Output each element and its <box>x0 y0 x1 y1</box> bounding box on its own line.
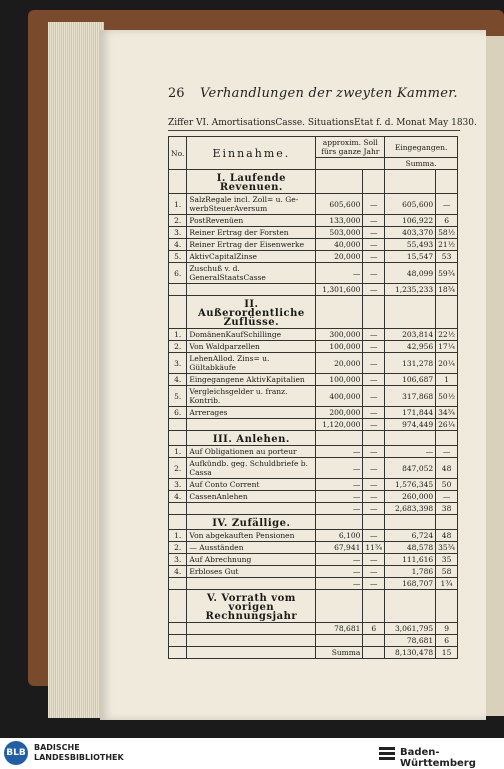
row-desc: LehenAllod. Zins= u. Gültabkäufe <box>187 353 316 374</box>
row-soll-fl: 133,000 <box>316 215 363 227</box>
row-summa-fl: 15,547 <box>385 251 436 263</box>
row-no: 1. <box>169 194 187 215</box>
sum-soll-fl: — <box>316 578 363 590</box>
row-soll-fl: 300,000 <box>316 329 363 341</box>
table-row <box>169 491 458 503</box>
table-row <box>169 446 458 458</box>
row-soll-kr: — <box>363 446 385 458</box>
row-summa-kr: 58 <box>436 566 458 578</box>
row-no: 6. <box>169 263 187 284</box>
row-no: 3. <box>169 227 187 239</box>
sum-soll-kr: — <box>363 578 385 590</box>
row-soll-fl: — <box>316 566 363 578</box>
sum-soll-fl: — <box>316 503 363 515</box>
row-summa-fl: 171,844 <box>385 407 436 419</box>
blb-logo: BLB <box>4 741 28 765</box>
section-title-row <box>169 590 458 623</box>
row-desc: Von Waldparzellen <box>187 341 316 353</box>
bw-crest-icon <box>378 744 396 762</box>
table-row <box>169 623 458 635</box>
row-summa-kr: 34¾ <box>436 407 458 419</box>
row-summa-fl: 6,724 <box>385 530 436 542</box>
row-summa-fl: 55,493 <box>385 239 436 251</box>
row-no <box>169 635 187 647</box>
page-edges <box>48 22 104 718</box>
table-row <box>169 227 458 239</box>
row-soll-fl: 503,000 <box>316 227 363 239</box>
row-no: 2. <box>169 542 187 554</box>
sum-soll-kr: — <box>363 284 385 296</box>
row-soll-kr: — <box>363 374 385 386</box>
row-summa-kr: 58½ <box>436 227 458 239</box>
row-soll-fl: 400,000 <box>316 386 363 407</box>
row-soll-kr: 11¾ <box>363 542 385 554</box>
row-summa-kr: — <box>436 446 458 458</box>
running-title: Verhandlungen der zweyten Kammer. <box>200 86 458 101</box>
sum-summa-kr: 38 <box>436 503 458 515</box>
row-summa-kr: 17¼ <box>436 341 458 353</box>
row-desc: CassenAnlehen <box>187 491 316 503</box>
col-eingegangen: Eingegangen. <box>385 137 458 158</box>
col-no: No. <box>169 137 187 170</box>
row-desc <box>187 623 316 635</box>
row-summa-fl: 42,956 <box>385 341 436 353</box>
row-summa-kr: 50 <box>436 479 458 491</box>
library-name: BADISCHE LANDESBIBLIOTHEK <box>34 743 124 762</box>
row-summa-fl: 317,868 <box>385 386 436 407</box>
sum-summa-fl: 2,683,398 <box>385 503 436 515</box>
row-soll-fl: — <box>316 479 363 491</box>
table-row <box>169 479 458 491</box>
table-row <box>169 329 458 341</box>
row-soll-kr: — <box>363 479 385 491</box>
row-soll-kr: — <box>363 407 385 419</box>
sum-summa-kr: 18¾ <box>436 284 458 296</box>
table-row <box>169 194 458 215</box>
row-desc: Eingegangene AktivKapitalien <box>187 374 316 386</box>
row-summa-fl: 605,600 <box>385 194 436 215</box>
row-desc: Reiner Ertrag der Eisenwerke <box>187 239 316 251</box>
subtotal-row <box>169 578 458 590</box>
row-desc: Zuschuß v. d. GeneralStaatsCasse <box>187 263 316 284</box>
row-summa-kr: 53 <box>436 251 458 263</box>
row-desc: Auf Abrechnung <box>187 554 316 566</box>
row-soll-kr <box>363 635 385 647</box>
row-no: 5. <box>169 251 187 263</box>
row-summa-kr: 6 <box>436 215 458 227</box>
table-row <box>169 263 458 284</box>
row-soll-fl: 100,000 <box>316 374 363 386</box>
row-no: 5. <box>169 386 187 407</box>
row-soll-fl: 20,000 <box>316 353 363 374</box>
row-soll-kr: — <box>363 386 385 407</box>
sum-soll-kr: — <box>363 419 385 431</box>
table-row <box>169 542 458 554</box>
row-no: 3. <box>169 353 187 374</box>
sum-summa-fl: 1,235,233 <box>385 284 436 296</box>
row-summa-kr: 6 <box>436 635 458 647</box>
row-soll-fl: — <box>316 263 363 284</box>
table-row <box>169 635 458 647</box>
row-no: 2. <box>169 341 187 353</box>
row-summa-kr: 59¾ <box>436 263 458 284</box>
row-desc: AktivCapitalZinse <box>187 251 316 263</box>
row-desc: — Ausständen <box>187 542 316 554</box>
row-desc: Reiner Ertrag der Forsten <box>187 227 316 239</box>
row-desc: Auf Conto Corrent <box>187 479 316 491</box>
col-einnahme: Einnahme. <box>187 137 316 170</box>
row-summa-fl: 106,687 <box>385 374 436 386</box>
row-summa-kr: 1 <box>436 374 458 386</box>
row-desc: Von abgekauften Pensionen <box>187 530 316 542</box>
row-no: 2. <box>169 215 187 227</box>
row-no: 4. <box>169 491 187 503</box>
row-soll-kr: — <box>363 491 385 503</box>
row-soll-fl: 40,000 <box>316 239 363 251</box>
row-soll-fl: 67,941 <box>316 542 363 554</box>
row-desc: Arrerages <box>187 407 316 419</box>
table-row <box>169 215 458 227</box>
state-name: Baden-Württemberg <box>400 747 476 769</box>
section-title-row <box>169 515 458 530</box>
row-soll-fl: 200,000 <box>316 407 363 419</box>
sum-summa-fl: 168,707 <box>385 578 436 590</box>
row-summa-kr: 21½ <box>436 239 458 251</box>
row-no: 6. <box>169 407 187 419</box>
section-title: II. Außerordentliche Zuflüsse. <box>187 296 316 329</box>
row-soll-kr: — <box>363 194 385 215</box>
row-soll-fl: — <box>316 554 363 566</box>
row-no: 1. <box>169 329 187 341</box>
table-row <box>169 374 458 386</box>
table-row <box>169 239 458 251</box>
subtotal-row <box>169 503 458 515</box>
section-title: III. Anlehen. <box>187 431 316 446</box>
row-soll-kr: — <box>363 329 385 341</box>
row-summa-kr: 48 <box>436 458 458 479</box>
row-soll-kr: — <box>363 458 385 479</box>
section-title: IV. Zufällige. <box>187 515 316 530</box>
section-title-row <box>169 170 458 194</box>
row-soll-kr: — <box>363 566 385 578</box>
row-no: 3. <box>169 554 187 566</box>
row-soll-fl: 20,000 <box>316 251 363 263</box>
row-no: 1. <box>169 446 187 458</box>
row-no: 4. <box>169 566 187 578</box>
row-summa-kr: 35 <box>436 554 458 566</box>
row-summa-fl: 106,922 <box>385 215 436 227</box>
table-row <box>169 386 458 407</box>
row-soll-kr: — <box>363 251 385 263</box>
row-soll-kr: — <box>363 263 385 284</box>
table-row <box>169 251 458 263</box>
row-soll-kr: — <box>363 227 385 239</box>
row-desc: Vergleichsgelder u. franz. Kontrib. <box>187 386 316 407</box>
row-summa-fl: 78,681 <box>385 635 436 647</box>
row-no: 3. <box>169 479 187 491</box>
section-title-row <box>169 431 458 446</box>
row-summa-kr: 50½ <box>436 386 458 407</box>
row-soll-kr: 6 <box>363 623 385 635</box>
section-title-row <box>169 296 458 329</box>
row-summa-kr: 48 <box>436 530 458 542</box>
footer-bar <box>0 738 504 769</box>
row-summa-kr: 22½ <box>436 329 458 341</box>
row-summa-fl: 3,061,795 <box>385 623 436 635</box>
subtotal-row <box>169 419 458 431</box>
sum-summa-kr: 26¼ <box>436 419 458 431</box>
row-soll-fl: 605,600 <box>316 194 363 215</box>
row-no: 1. <box>169 530 187 542</box>
row-soll-kr: — <box>363 554 385 566</box>
row-soll-kr: — <box>363 215 385 227</box>
table-row <box>169 407 458 419</box>
row-summa-fl: — <box>385 446 436 458</box>
col-approx: approxim. Soll fürs ganze Jahr <box>316 137 385 158</box>
row-summa-fl: 403,370 <box>385 227 436 239</box>
table-row <box>169 530 458 542</box>
row-desc: PostRevenüen <box>187 215 316 227</box>
row-no <box>169 623 187 635</box>
row-soll-kr: — <box>363 341 385 353</box>
sum-soll-fl: Summa <box>316 647 363 659</box>
row-soll-kr: — <box>363 239 385 251</box>
row-summa-fl: 48,578 <box>385 542 436 554</box>
table-row <box>169 566 458 578</box>
row-soll-fl: 6,100 <box>316 530 363 542</box>
ledger-table <box>168 136 458 659</box>
row-soll-fl: — <box>316 491 363 503</box>
table-row <box>169 353 458 374</box>
sum-soll-kr <box>363 647 385 659</box>
row-summa-fl: 203,814 <box>385 329 436 341</box>
section-title: V. Vorrath vom vorigen Rechnungsjahr <box>187 590 316 623</box>
page-number: 26 <box>168 86 185 101</box>
row-desc <box>187 635 316 647</box>
row-summa-fl: 111,616 <box>385 554 436 566</box>
row-desc: SalzRegale incl. Zoll= u. Ge- werbSteuerAversum <box>187 194 316 215</box>
sum-soll-fl: 1,301,600 <box>316 284 363 296</box>
section-title: I. Laufende Revenuen. <box>187 170 316 194</box>
row-summa-fl: 1,786 <box>385 566 436 578</box>
row-summa-kr: 35¾ <box>436 542 458 554</box>
row-desc: Aufkündb. geg. Schuldbriefe b. Cassa <box>187 458 316 479</box>
row-summa-fl: 131,278 <box>385 353 436 374</box>
sum-soll-fl: 1,120,000 <box>316 419 363 431</box>
row-soll-fl: 78,681 <box>316 623 363 635</box>
row-summa-fl: 847,052 <box>385 458 436 479</box>
sum-soll-kr: — <box>363 503 385 515</box>
row-soll-fl: 100,000 <box>316 341 363 353</box>
row-summa-kr: 20¼ <box>436 353 458 374</box>
row-desc: DomänenKaufSchillinge <box>187 329 316 341</box>
next-page-edge <box>486 36 504 716</box>
row-summa-fl: 48,099 <box>385 263 436 284</box>
row-no: 4. <box>169 239 187 251</box>
row-desc: Auf Obligationen au porteur <box>187 446 316 458</box>
table-row <box>169 458 458 479</box>
row-desc: Erbloses Gut <box>187 566 316 578</box>
sum-summa-kr: 15 <box>436 647 458 659</box>
row-soll-fl: — <box>316 458 363 479</box>
row-soll-kr: — <box>363 353 385 374</box>
row-soll-kr: — <box>363 530 385 542</box>
row-summa-kr: — <box>436 491 458 503</box>
col-approx-blank <box>316 158 385 170</box>
row-summa-fl: 1,576,345 <box>385 479 436 491</box>
sum-summa-fl: 974,449 <box>385 419 436 431</box>
col-summa: Summa. <box>385 158 458 170</box>
row-soll-fl: — <box>316 446 363 458</box>
table-subtitle: Ziffer VI. AmortisationsCasse. SituationsEtat f. d. Monat May 1830. <box>168 118 460 131</box>
table-row <box>169 341 458 353</box>
sum-summa-fl: 8,130,478 <box>385 647 436 659</box>
sum-summa-kr: 1¾ <box>436 578 458 590</box>
row-no: 4. <box>169 374 187 386</box>
page-header <box>168 86 458 108</box>
subtotal-row <box>169 647 458 659</box>
table-row <box>169 554 458 566</box>
subtotal-row <box>169 284 458 296</box>
row-soll-fl <box>316 635 363 647</box>
row-no: 2. <box>169 458 187 479</box>
row-summa-kr: 9 <box>436 623 458 635</box>
row-summa-kr: — <box>436 194 458 215</box>
row-summa-fl: 260,000 <box>385 491 436 503</box>
